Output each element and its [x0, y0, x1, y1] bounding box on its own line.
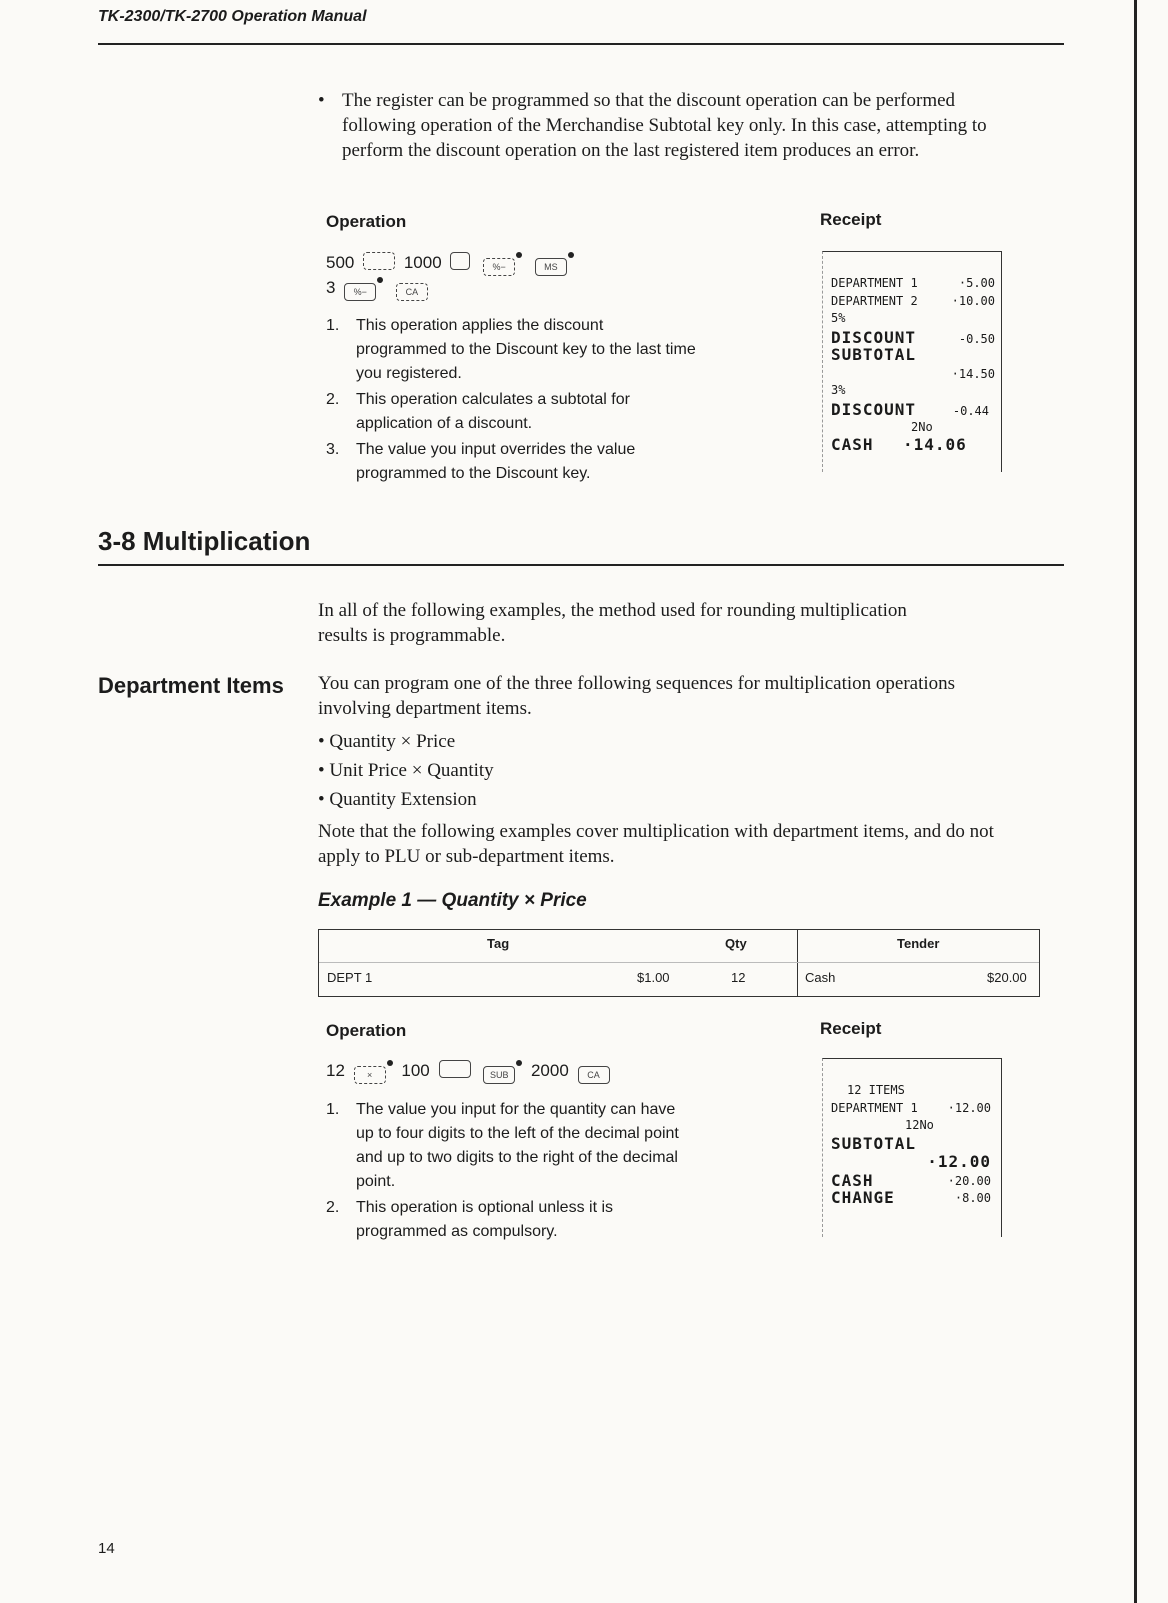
receipt-discount-value: -0.44 [952, 404, 989, 418]
cash-key-icon: CA [396, 283, 428, 301]
receipt-dept1-label: DEPARTMENT 1 [831, 1101, 918, 1115]
table-header-tender: Tender [897, 936, 940, 951]
department-items-heading: Department Items [98, 673, 284, 698]
list-number: 1. [326, 1101, 340, 1118]
input-number: 12 [326, 1061, 345, 1080]
section-title: 3-8 Multiplication [98, 526, 311, 556]
list-number: 2. [326, 1199, 340, 1216]
table-header-qty: Qty [725, 936, 747, 951]
list-number: 2. [326, 391, 340, 408]
list-text: This operation is optional unless it is programmed as compulsory. [356, 1199, 614, 1240]
table-cell-qty: 12 [731, 970, 746, 985]
dept-key-icon [450, 252, 470, 270]
receipt-change-value: ·8.00 [954, 1191, 991, 1205]
receipt-subtotal-value: ·14.50 [951, 367, 995, 381]
receipt-count: 2No [911, 420, 933, 434]
receipt-heading: Receipt [820, 1019, 882, 1038]
list-number: 1. [326, 317, 340, 334]
list-text: Quantity Extension [329, 789, 477, 810]
receipt-subtotal-label: SUBTOTAL [831, 1134, 917, 1153]
input-number: 2000 [530, 1061, 569, 1080]
list-text: The value you input for the quantity can have up to four digits to the left of the decimal point and up to two digits to the right of the decimal point. [356, 1101, 679, 1190]
page-edge-bar [1134, 0, 1137, 1603]
discount-key-icon: %− [344, 283, 376, 301]
cash-key-icon: CA [578, 1066, 610, 1084]
multiplication-key-sequence [326, 1060, 614, 1084]
receipt-count: 12No [905, 1118, 934, 1132]
header-rule [98, 43, 1064, 45]
discount-key-sequence-2 [326, 277, 432, 301]
subtotal-key-icon: MS [535, 258, 567, 276]
receipt-percent: 3% [831, 383, 846, 397]
receipt-dept2-label: DEPARTMENT 2 [831, 294, 918, 308]
operation-heading: Operation [326, 212, 407, 231]
receipt-cash-label: CASH [831, 1171, 874, 1190]
page-number: 14 [98, 1540, 115, 1557]
running-header: TK-2300/TK-2700 Operation Manual [98, 8, 367, 25]
example-title: Example 1 — Quantity × Price [318, 890, 587, 911]
department-items-intro: You can program one of the three following sequences for multiplication operations involving department items. [318, 673, 956, 719]
list-item: • Quantity Extension [318, 789, 477, 810]
operation-heading: Operation [326, 1021, 407, 1040]
list-text: Quantity × Price [329, 731, 456, 752]
discount-key-icon: %− [483, 258, 515, 276]
list-text: This operation applies the discount programmed to the Discount key to the last time you registered. [356, 317, 696, 382]
table-cell-tender-type: Cash [805, 970, 836, 985]
section-rule [98, 564, 1064, 566]
receipt-dept1-label: DEPARTMENT 1 [831, 276, 918, 290]
receipt-cash-label: CASH [831, 435, 874, 454]
receipt-dept2-value: ·10.00 [951, 294, 995, 308]
multiplication-receipt [822, 1058, 1002, 1237]
list-number: 3. [326, 441, 340, 458]
discount-receipt [822, 251, 1002, 472]
receipt-cash-value: ·20.00 [947, 1174, 991, 1188]
department-items-note: Note that the following examples cover multiplication with department items, and do not apply to PLU or sub-department items. [318, 821, 994, 867]
input-number: 3 [326, 278, 336, 297]
press-dot-icon [387, 1060, 393, 1066]
press-dot-icon [516, 1060, 522, 1066]
table-header-tag: Tag [487, 936, 510, 951]
list-item: • Unit Price × Quantity [318, 760, 494, 781]
sequence-list [318, 729, 718, 814]
receipt-items: 12 ITEMS [847, 1083, 905, 1097]
list-text: This operation calculates a subtotal for application of a discount. [356, 391, 630, 432]
input-number: 100 [401, 1061, 430, 1080]
receipt-dept1-value: ·5.00 [958, 276, 995, 290]
rounding-paragraph: In all of the following examples, the method used for rounding multiplication results is programmable. [318, 600, 907, 646]
bullet-dot: • [318, 90, 325, 111]
table-divider [797, 930, 798, 996]
receipt-discount-value: -0.50 [958, 332, 995, 346]
receipt-subtotal-label: SUBTOTAL [831, 345, 917, 364]
table-cell-dept: DEPT 1 [327, 970, 373, 985]
receipt-discount-label: DISCOUNT [831, 400, 917, 419]
list-text: The value you input overrides the value programmed to the Discount key. [356, 441, 636, 482]
list-item: • Quantity × Price [318, 731, 456, 752]
multiply-key-icon: × [354, 1066, 386, 1084]
multiplication-notes-list [326, 1098, 696, 1243]
table-cell-price: $1.00 [637, 970, 670, 985]
input-number: 1000 [403, 253, 442, 272]
receipt-cash-value: ·14.06 [903, 435, 967, 454]
discount-notes-list [326, 314, 696, 489]
discount-note-bullet [318, 88, 1018, 198]
receipt-change-label: CHANGE [831, 1188, 895, 1207]
dept-key-icon [363, 252, 395, 270]
dept-key-icon [439, 1060, 471, 1078]
list-text: Unit Price × Quantity [329, 760, 494, 781]
discount-note-text: The register can be programmed so that the discount operation can be performed following operation of the Merchandise Subtotal key only. In this case, attempting to perform the discount operation on the last registered item produces an error. [342, 90, 987, 161]
tag-table [318, 929, 1040, 997]
table-cell-tender-amount: $20.00 [987, 970, 1027, 985]
receipt-discount-label: DISCOUNT [831, 328, 917, 347]
table-rule [319, 962, 1039, 963]
receipt-subtotal-value: ·12.00 [927, 1152, 991, 1171]
press-dot-icon [516, 252, 522, 258]
input-number: 500 [326, 253, 355, 272]
subtotal-key-icon: SUB [483, 1066, 515, 1084]
receipt-percent: 5% [831, 311, 846, 325]
discount-key-sequence-1 [326, 252, 578, 276]
press-dot-icon [377, 277, 383, 283]
receipt-heading: Receipt [820, 210, 882, 229]
press-dot-icon [568, 252, 574, 258]
receipt-dept1-value: ·12.00 [947, 1101, 991, 1115]
